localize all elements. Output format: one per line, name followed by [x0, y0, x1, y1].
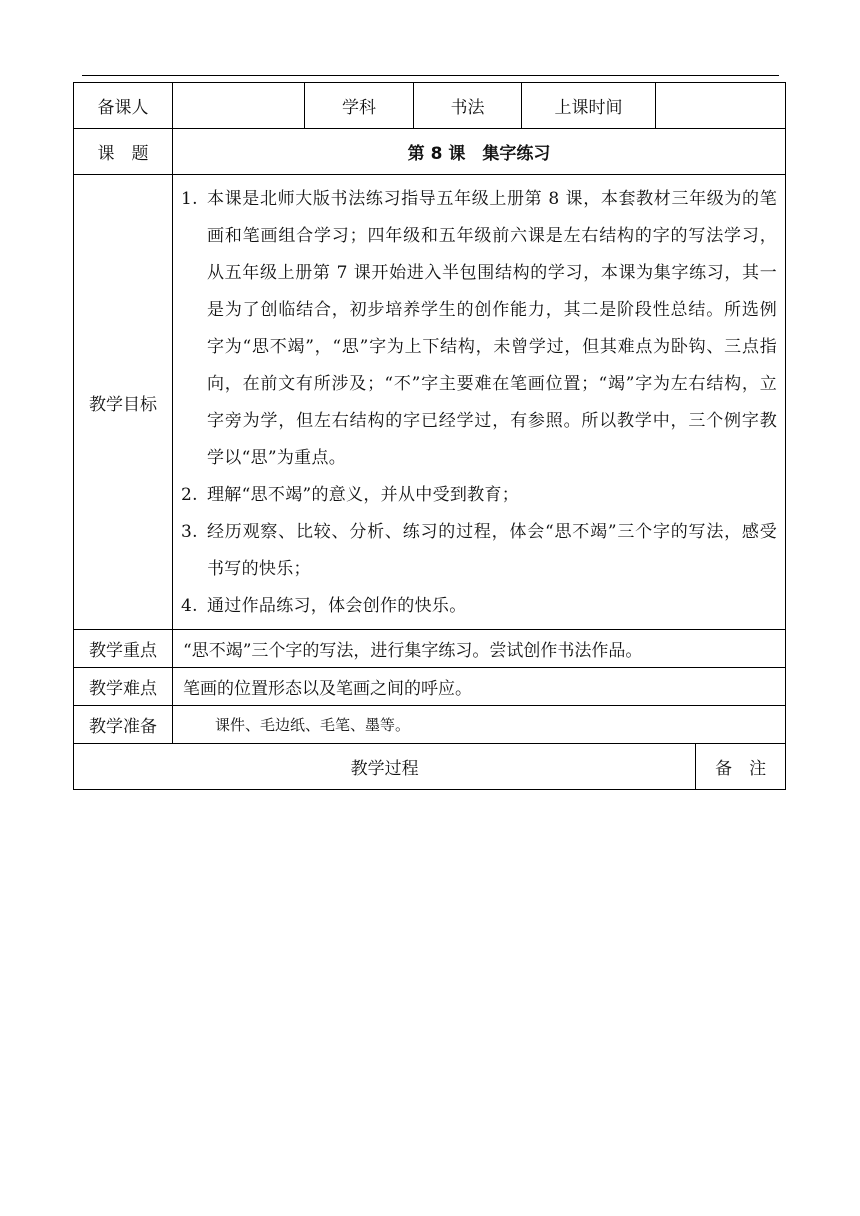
difficulties-row	[74, 668, 786, 706]
preparation-label: 教学准备	[74, 706, 173, 744]
lesson-title: 第 8 课 集字练习	[173, 129, 786, 175]
lesson-plan-table	[73, 82, 786, 790]
time-label: 上课时间	[522, 83, 656, 129]
subject-value: 书法	[414, 83, 522, 129]
process-header	[74, 744, 785, 789]
preparation-text: 课件、毛边纸、毛笔、墨等。	[173, 706, 786, 744]
goals-row	[74, 175, 786, 630]
goal-text: 理解“思不竭”的意义，并从中受到教育；	[207, 485, 520, 505]
goals-content	[173, 175, 786, 630]
difficulties-label: 教学难点	[74, 668, 173, 706]
goal-item	[181, 588, 777, 625]
note-label: 备 注	[696, 744, 785, 789]
process-label: 教学过程	[350, 759, 419, 779]
goal-number: 2.	[181, 485, 198, 505]
goal-text: 通过作品练习，体会创作的快乐。	[207, 596, 467, 616]
goal-text: 本课是北师大版书法练习指导五年级上册第 8 课，本套教材三年级为的笔画和笔画组合学习；四年级和五年级前六课是左右结构的字的写法学习，从五年级上册第 7 课开始进入半包围结构的学习，本课为集字练习，其一是为了创临结合，初步培养学生的创作能力，其二是阶段性总结。所选例字为“思不竭”，“思”字为上下结构，未曾学过，但其难点为卧钩、三点指向，在前文有所涉及；“不”字主要难在笔画位置；“竭”字为左右结构，立字旁为学，但左右结构的字已经学过，有参照。所以教学中，三个例字教学以“思”为重点。	[207, 189, 777, 468]
topic-label: 课 题	[74, 129, 173, 175]
key-points-label: 教学重点	[74, 630, 173, 668]
goals-label: 教学目标	[74, 175, 173, 630]
header-row	[74, 83, 786, 129]
process-row	[74, 744, 786, 790]
goal-number: 3.	[181, 522, 198, 542]
goal-text: 经历观察、比较、分析、练习的过程，体会“思不竭”三个字的写法，感受书写的快乐；	[207, 522, 777, 579]
time-value	[656, 83, 786, 129]
goals-list	[181, 181, 777, 625]
goal-item	[181, 477, 777, 514]
difficulties-text: 笔画的位置形态以及笔画之间的呼应。	[173, 668, 786, 706]
goal-item	[181, 514, 777, 588]
goal-number: 4.	[181, 596, 198, 616]
goal-number: 1.	[181, 189, 198, 209]
key-points-row	[74, 630, 786, 668]
key-points-text: “思不竭”三个字的写法，进行集字练习。尝试创作书法作品。	[173, 630, 786, 668]
goal-item	[181, 181, 777, 477]
process-cell	[74, 744, 786, 790]
subject-label: 学科	[305, 83, 414, 129]
preparer-value	[173, 83, 305, 129]
preparation-row	[74, 706, 786, 744]
topic-row	[74, 129, 786, 175]
preparer-label: 备课人	[74, 83, 173, 129]
header-rule	[82, 75, 779, 76]
